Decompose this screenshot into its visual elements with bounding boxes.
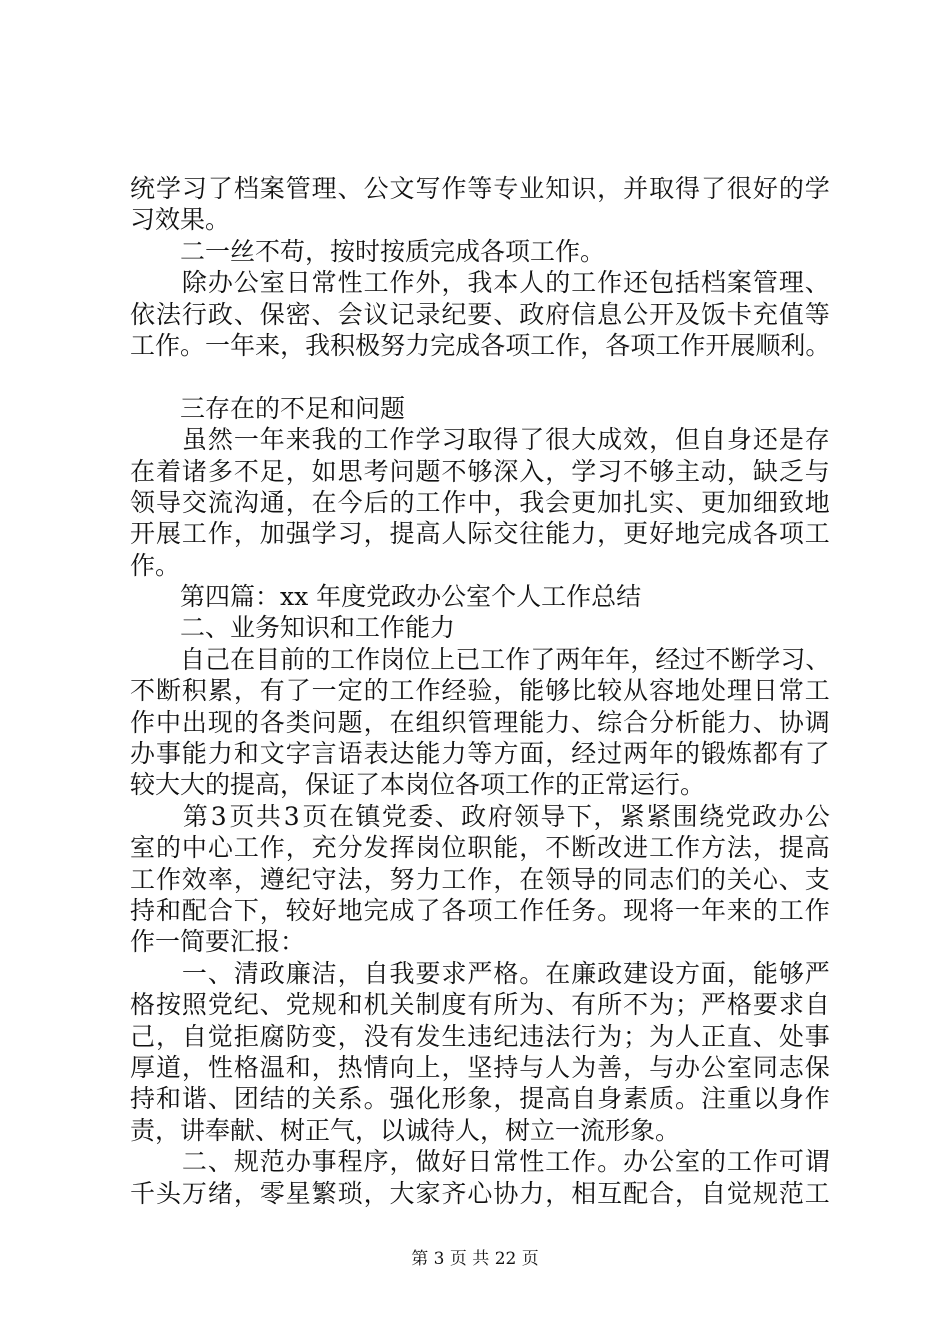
text-line: 作一简要汇报：: [130, 927, 306, 957]
text-line: 一 、 清 政 廉 洁 ， 自 我 要 求 严 格 。 在 廉 政 建 设 方 面 ， 能 够 严: [181, 958, 830, 988]
text-line: 习效果。: [130, 205, 231, 235]
text-line: 第 3 页 共 3 页 在 镇 党 委 、 政 府 领 导 下 ， 紧 紧 围 绕 党 政 办 公: [182, 801, 830, 831]
text-line: 己 ， 自 觉 拒 腐 防 变 ， 没 有 发 生 违 纪 违 法 行 为 ； 为 人 正 直 、 处 事: [130, 1021, 830, 1051]
text-line: 二 、 规 范 办 事 程 序 ， 做 好 日 常 性 工 作 。 办 公 室 的 工 作 可 谓: [181, 1147, 830, 1177]
text-line: 室 的 中 心 工 作 ， 充 分 发 挥 岗 位 职 能 ， 不 断 改 进 工 作 方 法 ， 提 高: [130, 833, 830, 863]
section-heading: 三存在的不足和问题: [130, 393, 406, 423]
text-line: 工 作 效 率 ， 遵 纪 守 法 ， 努 力 工 作 ， 在 领 导 的 同 志 们 的 关 心 、 支: [130, 864, 830, 894]
text-line: 办 事 能 力 和 文 字 言 语 表 达 能 力 等 方 面 ， 经 过 两 年 的 锻 炼 都 有 了: [130, 739, 830, 769]
text-line: 千 头 万 绪 ， 零 星 繁 琐 ， 大 家 齐 心 协 力 ， 相 互 配 合 ， 自 觉 规 范 工: [130, 1178, 830, 1208]
text-line: 格 按 照 党 纪 、 党 规 和 机 关 制 度 有 所 为 、 有 所 不 为 ； 严 格 要 求 自: [130, 990, 830, 1020]
text-line: 不 断 积 累 ， 有 了 一 定 的 工 作 经 验 ， 能 够 比 较 从 容 地 处 理 日 常 工: [130, 676, 830, 706]
text-line: 在 着 诸 多 不 足 ， 如 思 考 问 题 不 够 深 入 ， 学 习 不 够 主 动 ， 缺 乏 与: [130, 456, 830, 486]
text-line: 持 和 谐 、 团 结 的 关 系 。 强 化 形 象 ， 提 高 自 身 素 质 。 注 重 以 身 作: [130, 1084, 830, 1114]
text-line: 作。: [130, 550, 181, 580]
body-text: [130, 173, 830, 1209]
page-footer: 第 3 页 共 22 页: [411, 1249, 539, 1269]
text-line: 较大大的提高，保证了本岗位各项工作的正常运行。: [130, 770, 706, 800]
text-line: 厚 道 ， 性 格 温 和 ， 热 情 向 上 ， 坚 持 与 人 为 善 ， 与 办 公 室 同 志 保: [130, 1052, 830, 1082]
text-line: 虽 然 一 年 来 我 的 工 作 学 习 取 得 了 很 大 成 效 ， 但 自 身 还 是 存: [181, 425, 830, 455]
text-line: 统 学 习 了 档 案 管 理 、 公 文 写 作 等 专 业 知 识 ， 并 取 得 了 很 好 的 学: [130, 174, 830, 203]
section-heading: 二、业务知识和工作能力: [130, 613, 456, 643]
text-line: 依 法 行 政 、 保 密 、 会 议 记 录 纪 要 、 政 府 信 息 公 开 及 饭 卡 充 值 等: [130, 299, 830, 329]
section-heading: 第四篇：xx 年度党政办公室个人工作总结: [130, 582, 642, 612]
text-line: 二一丝不苟，按时按质完成各项工作。: [130, 236, 606, 266]
text-line: 自 己 在 目 前 的 工 作 岗 位 上 已 工 作 了 两 年 年 ， 经 过 不 断 学 习 、: [180, 644, 831, 674]
text-line: 责，讲奉献、树正气，以诚待人，树立一流形象。: [130, 1115, 681, 1145]
text-line: 开 展 工 作 ， 加 强 学 习 ， 提 高 人 际 交 往 能 力 ， 更 好 地 完 成 各 项 工: [130, 519, 830, 549]
text-line: 持 和 配 合 下 ， 较 好 地 完 成 了 各 项 工 作 任 务 。 现 将 一 年 来 的 工 作: [130, 896, 830, 925]
text-line: 领 导 交 流 沟 通 ， 在 今 后 的 工 作 中 ， 我 会 更 加 扎 实 、 更 加 细 致 地: [130, 487, 830, 517]
text-line: 除 办 公 室 日 常 性 工 作 外 ， 我 本 人 的 工 作 还 包 括 档 案 管 理 、: [181, 268, 830, 298]
text-line: 作 中 出 现 的 各 类 问 题 ， 在 组 织 管 理 能 力 、 综 合 分 析 能 力 、 协 调: [130, 707, 830, 737]
text-line: 工 作 。 一 年 来 ， 我 积 极 努 力 完 成 各 项 工 作 ， 各 项 工 作 开 展 顺 利 。: [130, 330, 831, 360]
